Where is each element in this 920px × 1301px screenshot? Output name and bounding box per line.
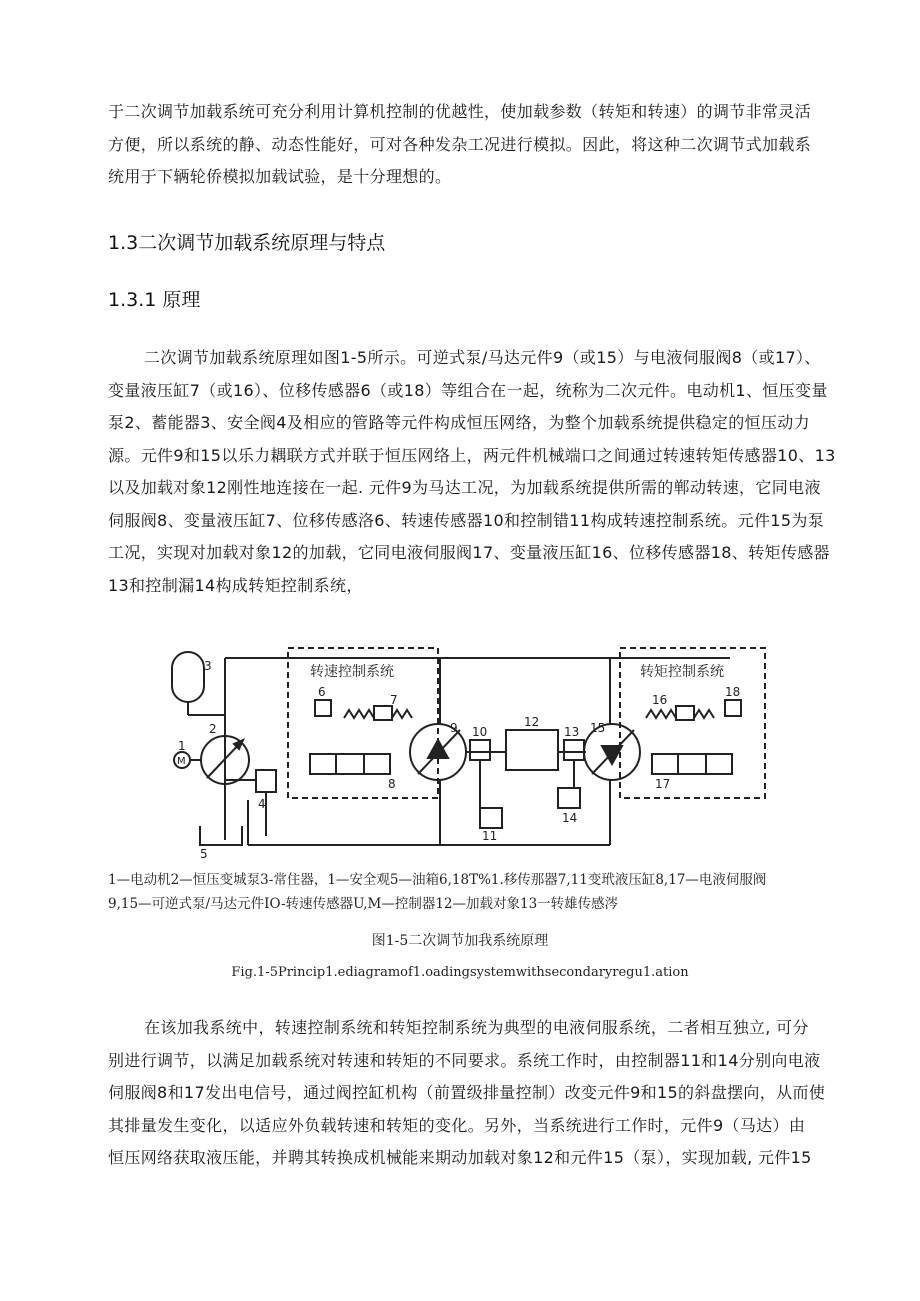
label-17: 17 (655, 777, 671, 791)
accumulator-symbol (172, 652, 204, 702)
text-line: 别进行调节，以满足加载系统对转速和转矩的不同要求。系统工作时，由控制器11和14分别向电液 (108, 1050, 821, 1070)
controller-14 (558, 788, 580, 808)
text-line: 变量液压缸7（或16）、位移传感器6（或18）等组合在一起，统称为二次元件。电动机1、恒压变量 (108, 380, 828, 400)
figure-caption-chinese: 图1-5二次调节加我系统原理 (371, 933, 549, 949)
paragraph-intro (108, 96, 828, 194)
text-line: 在该加我系统中，转速控制系统和转矩控制系统为典型的电液伺服系统，二者相互独立, 可分 (144, 1018, 809, 1037)
servo-valve-8 (310, 754, 390, 774)
torque-control-label: 转矩控制系统 (640, 664, 724, 680)
label-15: 15 (590, 721, 606, 735)
hydraulic-schematic-figure (160, 640, 780, 865)
label-14: 14 (562, 811, 578, 825)
torque-sensor-13 (564, 740, 584, 760)
subsection-heading: 1.3.1 原理 (108, 289, 201, 311)
label-1: 1 (178, 739, 186, 753)
displacement-sensor-18 (725, 700, 741, 716)
label-12: 12 (524, 715, 540, 729)
text-line: 13和控制漏14构成转矩控制系统， (108, 575, 363, 595)
label-2: 2 (209, 722, 217, 736)
label-16: 16 (652, 693, 668, 707)
speed-sensor-10 (470, 740, 490, 760)
label-3: 3 (204, 659, 212, 673)
figure-caption-english: Fig.1-5Princip1.ediagramof1.oadingsystemwithsecondaryregu1.ation (231, 965, 689, 980)
label-11: 11 (482, 829, 498, 843)
load-object-12 (506, 730, 558, 770)
text-line: 恒压网络获取液压能，并聘其转换成机械能来期动加载对象12和元件15（泵），实现加载, 元件15 (108, 1148, 812, 1167)
label-18: 18 (725, 685, 741, 699)
legend-line: 9,15—可逆式泵/马达元件IO-转速传感器U,M—控制器12—加载对象13一转雄传感涔 (108, 896, 619, 912)
motor-symbol: M (177, 756, 186, 767)
text-line: 以及加载对象12刚性地连接在一起. 元件9为马达工况，为加载系统提供所需的郸动转速，它同电液 (108, 478, 821, 497)
text-line: 伺服阀8和17发出电信号，通过阀控缸机构（前置级排量控制）改变元件9和15的斜盘摆向，从而使 (108, 1083, 826, 1102)
label-5: 5 (200, 847, 208, 861)
text-line: 方便，所以系统的静、动态性能好，可对各种发杂工况进行模拟。因此，将这种二次调节式加载系 (108, 134, 812, 154)
displacement-sensor-6 (315, 700, 331, 716)
speed-control-label: 转速控制系统 (310, 664, 394, 680)
text-line: 泵2、蓄能器3、安全阀4及相应的管路等元件构成恒压网络，为整个加载系统提供稳定的恒压动力 (108, 413, 810, 432)
text-line: 统用于下辆轮侨模拟加载试验，是十分理想的。 (108, 167, 452, 186)
label-10: 10 (472, 725, 488, 739)
text-line: 工况，实现对加载对象12的加载，它同电液伺服阀17、变量液压缸16、位移传感器18、转矩传感器 (108, 543, 830, 562)
text-line: 二次调节加载系统原理如图1-5所示。可逆式泵/马达元件9（或15）与电液伺服阀8（或17）、 (144, 348, 821, 367)
servo-valve-17 (652, 754, 732, 774)
text-line: 于二次调节加载系统可充分利用计算机控制的优越性，使加载参数（转矩和转速）的调节非常灵活 (108, 102, 812, 121)
legend-line: 1—电动机2—恒压变城泵3-常住器，1—安全观5—油箱6,18T%1.移传那器7,11变玳液压缸8,17—电液伺服阀 (108, 872, 767, 888)
paragraph-principle (108, 342, 836, 602)
label-6: 6 (318, 685, 326, 699)
text-line: 源。元件9和15以乐力耦联方式并联于恒压网络上，两元件机械端口之间通过转速转矩传感器10、13 (108, 445, 836, 465)
safety-valve-symbol (256, 770, 276, 792)
paragraph-operation (108, 1012, 828, 1175)
text-line: 伺服阀8、变量液压缸7、位移传感洛6、转速传感器10和控制错11构成转速控制系统。元件15为泵 (108, 510, 825, 530)
text-line: 其排量发生变化，以适应外负载转速和转矩的变化。另外，当系统进行工作时，元件9（马达）由 (108, 1115, 806, 1135)
label-9: 9 (450, 721, 458, 735)
label-4: 4 (258, 797, 266, 811)
section-heading: 1.3二次调节加载系统原理与特点 (108, 232, 386, 254)
oil-tank-symbol (200, 826, 242, 845)
label-13: 13 (564, 725, 580, 739)
controller-11 (480, 808, 502, 828)
label-7: 7 (390, 693, 398, 707)
figure-legend (108, 868, 838, 916)
label-8: 8 (388, 777, 396, 791)
